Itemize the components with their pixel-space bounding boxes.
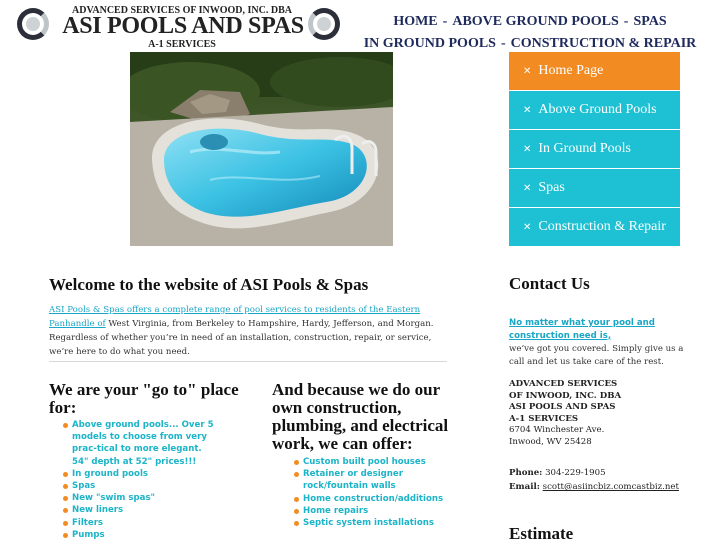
top-nav-home[interactable]: HOME — [393, 14, 438, 29]
logo-ring-left-icon — [17, 8, 49, 40]
offer-title: And because we do our own construction, plumbing, and electrical work, we can offer: — [272, 380, 449, 453]
company-line: ASI POOLS AND SPAS — [509, 402, 616, 413]
address-line: Inwood, WV 25428 — [509, 436, 592, 447]
contact-link[interactable]: No matter what your pool and construction need is, — [509, 318, 655, 341]
list-item: New liners — [63, 504, 218, 516]
side-menu-label: Above Ground Pools — [538, 102, 657, 117]
top-nav-separator: - — [442, 14, 448, 29]
list-item: Home repairs — [294, 505, 454, 517]
top-nav-separator: - — [623, 14, 629, 29]
address-line: 6704 Winchester Ave. — [509, 425, 605, 436]
top-nav-in-ground[interactable]: IN GROUND POOLS — [363, 36, 496, 51]
logo-brand-name: ASI POOLS AND SPAS — [62, 13, 304, 39]
x-bullet-icon: ✕ — [523, 222, 532, 233]
phone-number: 304-229-1905 — [545, 468, 606, 478]
company-address — [509, 379, 694, 449]
top-nav-above-ground[interactable]: ABOVE GROUND POOLS — [452, 14, 619, 29]
side-menu-in-ground-pools[interactable] — [509, 130, 680, 168]
contact-text: we’ve got you covered. Simply give us a call and let us take care of the rest. — [509, 344, 684, 367]
welcome-link[interactable]: ASI Pools & Spas offers a complete range of pool services to residents of the Eastern Panhandle of — [49, 305, 421, 329]
phone-label: Phone: — [509, 468, 543, 478]
estimate-title: Estimate — [509, 524, 574, 543]
side-menu-label: Construction & Repair — [538, 219, 666, 234]
list-item: Above ground pools... Over 5 models to choose from very prac-tical to more elegant. 54" depth at 52" prices!!! — [63, 419, 218, 468]
x-bullet-icon: ✕ — [523, 105, 532, 116]
side-menu-label: In Ground Pools — [538, 141, 631, 156]
pool-photo — [130, 52, 393, 246]
goto-list — [63, 419, 218, 541]
email-label: Email: — [509, 482, 540, 492]
welcome-title: Welcome to the website of ASI Pools & Spas — [49, 275, 369, 294]
site-logo[interactable] — [14, 2, 344, 50]
list-item: New "swim spas" — [63, 492, 218, 504]
list-item: Home construction/additions — [294, 493, 454, 505]
welcome-paragraph — [49, 303, 444, 359]
list-item: Retainer or designer rock/fountain walls — [294, 468, 454, 492]
top-nav-separator: - — [500, 36, 506, 51]
section-divider — [49, 361, 447, 362]
company-line: ADVANCED SERVICES — [509, 379, 618, 389]
list-item: Pumps — [63, 529, 218, 541]
list-item: In ground pools — [63, 468, 218, 480]
side-menu — [509, 52, 680, 247]
side-menu-spas[interactable] — [509, 169, 680, 207]
contact-details — [509, 466, 709, 494]
top-nav-spas[interactable]: SPAS — [633, 14, 667, 29]
welcome-body-text: West Virginia, from Berkeley to Hampshire, Hardy, Jefferson, and Morgan. Regardless of whether you’re in need of an installation, construction, repair, or service, we’re here to do what you need. — [49, 319, 434, 357]
side-menu-construction-repair[interactable] — [509, 208, 680, 246]
contact-title: Contact Us — [509, 274, 590, 293]
list-item: Custom built pool houses — [294, 456, 454, 468]
list-item: Filters — [63, 517, 218, 529]
logo-company-line: ADVANCED SERVICES OF INWOOD, INC. DBA — [72, 5, 292, 16]
offer-list — [294, 456, 454, 529]
side-menu-label: Home Page — [538, 63, 604, 78]
phone-row — [509, 466, 709, 480]
list-item: Spas — [63, 480, 218, 492]
email-link[interactable]: scott@asiincbiz.comcastbiz.net — [542, 482, 679, 492]
side-menu-home-page[interactable] — [509, 52, 680, 90]
x-bullet-icon: ✕ — [523, 66, 532, 77]
goto-title: We are your "go to" place for: — [49, 380, 239, 417]
pool-photo-illustration — [130, 52, 393, 246]
company-line: OF INWOOD, INC. DBA — [509, 390, 622, 401]
side-menu-label: Spas — [538, 180, 565, 195]
company-line: A-1 SERVICES — [509, 413, 579, 424]
side-menu-above-ground-pools[interactable] — [509, 91, 680, 129]
x-bullet-icon: ✕ — [523, 183, 532, 194]
email-row — [509, 480, 709, 494]
list-item: Septic system installations — [294, 517, 454, 529]
top-nav-construction[interactable]: CONSTRUCTION & REPAIR — [510, 36, 697, 51]
top-nav-row-1 — [360, 11, 700, 33]
logo-subline: A-1 SERVICES — [148, 39, 216, 50]
x-bullet-icon: ✕ — [523, 144, 532, 155]
top-nav — [360, 11, 700, 55]
